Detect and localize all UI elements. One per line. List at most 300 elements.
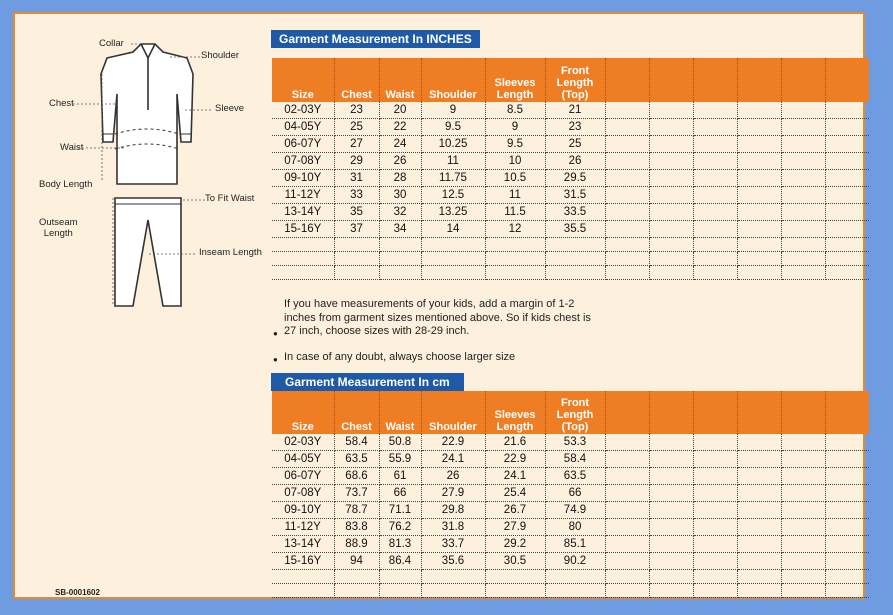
value-cell: 33.7	[421, 536, 485, 553]
chest-label: Chest	[49, 98, 74, 109]
empty-cell	[693, 519, 737, 536]
size-cell: 07-08Y	[272, 485, 334, 502]
empty-cell	[781, 136, 825, 153]
empty-header-cell	[649, 58, 693, 102]
empty-header-cell	[693, 391, 737, 434]
empty-cell	[737, 536, 781, 553]
empty-cell	[649, 170, 693, 187]
bullet-icon: ●	[273, 329, 278, 338]
value-cell: 61	[379, 468, 421, 485]
column-header: Size	[272, 58, 334, 102]
empty-cell	[737, 153, 781, 170]
size-cell: 13-14Y	[272, 204, 334, 221]
empty-row	[272, 252, 869, 266]
value-cell: 74.9	[545, 502, 605, 519]
empty-cell	[379, 266, 421, 280]
empty-cell	[649, 266, 693, 280]
empty-cell	[334, 584, 379, 598]
empty-cell	[781, 221, 825, 238]
value-cell: 26	[545, 153, 605, 170]
value-cell: 24.1	[485, 468, 545, 485]
empty-cell	[649, 136, 693, 153]
empty-cell	[421, 238, 485, 252]
empty-cell	[421, 570, 485, 584]
empty-cell	[693, 170, 737, 187]
size-cell: 11-12Y	[272, 519, 334, 536]
empty-header-cell	[605, 391, 649, 434]
value-cell: 81.3	[379, 536, 421, 553]
value-cell: 55.9	[379, 451, 421, 468]
value-cell: 85.1	[545, 536, 605, 553]
empty-cell	[485, 252, 545, 266]
empty-cell	[693, 502, 737, 519]
size-cell: 11-12Y	[272, 187, 334, 204]
empty-cell	[693, 584, 737, 598]
empty-cell	[485, 266, 545, 280]
empty-cell	[605, 485, 649, 502]
value-cell: 31.5	[545, 187, 605, 204]
size-cell: 04-05Y	[272, 451, 334, 468]
size-cell: 04-05Y	[272, 119, 334, 136]
empty-cell	[649, 584, 693, 598]
table-row	[272, 451, 869, 468]
value-cell: 11.75	[421, 170, 485, 187]
empty-cell	[605, 266, 649, 280]
empty-cell	[781, 502, 825, 519]
empty-cell	[737, 266, 781, 280]
value-cell: 11	[485, 187, 545, 204]
outseam-length-label: Outseam Length	[39, 217, 78, 239]
empty-cell	[649, 204, 693, 221]
value-cell: 10.25	[421, 136, 485, 153]
empty-cell	[379, 570, 421, 584]
empty-cell	[781, 187, 825, 204]
empty-cell	[649, 434, 693, 451]
value-cell: 29	[334, 153, 379, 170]
empty-cell	[649, 485, 693, 502]
empty-cell	[693, 553, 737, 570]
empty-cell	[737, 502, 781, 519]
empty-cell	[825, 485, 869, 502]
value-cell: 27.9	[485, 519, 545, 536]
empty-cell	[737, 119, 781, 136]
empty-cell	[825, 252, 869, 266]
empty-cell	[605, 434, 649, 451]
empty-cell	[781, 266, 825, 280]
value-cell: 76.2	[379, 519, 421, 536]
empty-cell	[379, 584, 421, 598]
empty-cell	[334, 252, 379, 266]
empty-cell	[737, 485, 781, 502]
empty-cell	[421, 266, 485, 280]
note-margin	[272, 298, 602, 339]
empty-cell	[649, 187, 693, 204]
empty-cell	[649, 238, 693, 252]
empty-cell	[693, 238, 737, 252]
note-text: In case of any doubt, always choose larger size	[284, 350, 516, 363]
value-cell: 33	[334, 187, 379, 204]
value-cell: 80	[545, 519, 605, 536]
empty-cell	[605, 153, 649, 170]
column-header: Front Length (Top)	[545, 58, 605, 102]
value-cell: 11.5	[485, 204, 545, 221]
empty-cell	[693, 204, 737, 221]
table-row	[272, 119, 869, 136]
empty-cell	[781, 485, 825, 502]
empty-cell	[781, 153, 825, 170]
empty-cell	[781, 584, 825, 598]
empty-cell	[781, 102, 825, 119]
table-row	[272, 170, 869, 187]
inches-table-title: Garment Measurement In INCHES	[271, 30, 480, 48]
value-cell: 23	[545, 119, 605, 136]
value-cell: 22	[379, 119, 421, 136]
empty-cell	[272, 570, 334, 584]
empty-cell	[693, 570, 737, 584]
inches-size-table	[272, 58, 869, 280]
table-row	[272, 468, 869, 485]
empty-cell	[737, 238, 781, 252]
empty-cell	[693, 536, 737, 553]
empty-cell	[825, 553, 869, 570]
column-header: Chest	[334, 391, 379, 434]
value-cell: 23	[334, 102, 379, 119]
empty-cell	[825, 451, 869, 468]
empty-cell	[605, 519, 649, 536]
empty-cell	[605, 502, 649, 519]
value-cell: 63.5	[334, 451, 379, 468]
table-row	[272, 221, 869, 238]
empty-cell	[379, 252, 421, 266]
value-cell: 73.7	[334, 485, 379, 502]
value-cell: 9	[421, 102, 485, 119]
value-cell: 35	[334, 204, 379, 221]
sku-code: SB-0001602	[55, 588, 100, 597]
empty-cell	[781, 468, 825, 485]
empty-cell	[737, 519, 781, 536]
empty-cell	[649, 119, 693, 136]
value-cell: 12.5	[421, 187, 485, 204]
empty-cell	[334, 266, 379, 280]
empty-cell	[825, 221, 869, 238]
empty-cell	[693, 485, 737, 502]
value-cell: 86.4	[379, 553, 421, 570]
empty-cell	[825, 468, 869, 485]
empty-cell	[737, 434, 781, 451]
column-header: Waist	[379, 391, 421, 434]
empty-cell	[781, 553, 825, 570]
empty-cell	[825, 170, 869, 187]
empty-cell	[649, 451, 693, 468]
empty-cell	[693, 221, 737, 238]
empty-cell	[737, 468, 781, 485]
value-cell: 27	[334, 136, 379, 153]
size-notes	[272, 298, 602, 364]
empty-cell	[649, 102, 693, 119]
empty-cell	[693, 451, 737, 468]
empty-cell	[693, 153, 737, 170]
empty-cell	[737, 252, 781, 266]
empty-cell	[605, 119, 649, 136]
empty-cell	[693, 187, 737, 204]
empty-cell	[825, 238, 869, 252]
value-cell: 29.8	[421, 502, 485, 519]
size-cell: 02-03Y	[272, 434, 334, 451]
empty-cell	[781, 536, 825, 553]
empty-cell	[693, 119, 737, 136]
value-cell: 35.6	[421, 553, 485, 570]
empty-cell	[825, 102, 869, 119]
value-cell: 68.6	[334, 468, 379, 485]
empty-cell	[421, 584, 485, 598]
waist-label: Waist	[60, 142, 84, 153]
value-cell: 35.5	[545, 221, 605, 238]
empty-cell	[781, 238, 825, 252]
empty-cell	[825, 204, 869, 221]
value-cell: 33.5	[545, 204, 605, 221]
empty-cell	[649, 519, 693, 536]
empty-header-cell	[605, 58, 649, 102]
value-cell: 14	[421, 221, 485, 238]
size-cell: 06-07Y	[272, 468, 334, 485]
value-cell: 66	[545, 485, 605, 502]
column-header: Shoulder	[421, 58, 485, 102]
empty-cell	[649, 536, 693, 553]
empty-cell	[781, 434, 825, 451]
empty-cell	[605, 136, 649, 153]
empty-header-cell	[737, 58, 781, 102]
size-cell: 15-16Y	[272, 553, 334, 570]
table-row	[272, 102, 869, 119]
inseam-length-label: Inseam Length	[199, 247, 262, 258]
empty-cell	[605, 553, 649, 570]
empty-cell	[605, 468, 649, 485]
empty-cell	[737, 553, 781, 570]
empty-cell	[825, 536, 869, 553]
empty-cell	[781, 170, 825, 187]
empty-cell	[737, 187, 781, 204]
empty-cell	[825, 434, 869, 451]
value-cell: 25.4	[485, 485, 545, 502]
empty-header-cell	[649, 391, 693, 434]
value-cell: 9	[485, 119, 545, 136]
empty-cell	[605, 238, 649, 252]
empty-cell	[781, 119, 825, 136]
empty-cell	[272, 584, 334, 598]
empty-cell	[693, 102, 737, 119]
empty-header-cell	[825, 58, 869, 102]
empty-cell	[737, 570, 781, 584]
empty-cell	[605, 584, 649, 598]
empty-header-cell	[825, 391, 869, 434]
value-cell: 31	[334, 170, 379, 187]
value-cell: 9.5	[421, 119, 485, 136]
value-cell: 94	[334, 553, 379, 570]
empty-cell	[737, 221, 781, 238]
value-cell: 21.6	[485, 434, 545, 451]
empty-cell	[781, 451, 825, 468]
value-cell: 25	[334, 119, 379, 136]
empty-cell	[379, 238, 421, 252]
size-cell: 13-14Y	[272, 536, 334, 553]
table-row	[272, 153, 869, 170]
value-cell: 71.1	[379, 502, 421, 519]
empty-cell	[649, 252, 693, 266]
value-cell: 37	[334, 221, 379, 238]
empty-cell	[272, 238, 334, 252]
value-cell: 63.5	[545, 468, 605, 485]
empty-cell	[485, 238, 545, 252]
empty-cell	[781, 204, 825, 221]
column-header: Shoulder	[421, 391, 485, 434]
empty-cell	[485, 570, 545, 584]
value-cell: 24	[379, 136, 421, 153]
empty-cell	[693, 434, 737, 451]
empty-cell	[825, 136, 869, 153]
value-cell: 28	[379, 170, 421, 187]
empty-cell	[825, 266, 869, 280]
size-cell: 09-10Y	[272, 502, 334, 519]
column-header: Sleeves Length	[485, 58, 545, 102]
table-row	[272, 187, 869, 204]
empty-cell	[737, 102, 781, 119]
table-row	[272, 553, 869, 570]
empty-cell	[825, 570, 869, 584]
value-cell: 66	[379, 485, 421, 502]
value-cell: 11	[421, 153, 485, 170]
value-cell: 10.5	[485, 170, 545, 187]
value-cell: 30.5	[485, 553, 545, 570]
value-cell: 20	[379, 102, 421, 119]
empty-cell	[781, 519, 825, 536]
empty-cell	[825, 519, 869, 536]
kurta-pajama-illustration	[15, 14, 285, 334]
value-cell: 26	[379, 153, 421, 170]
empty-cell	[545, 570, 605, 584]
empty-cell	[649, 153, 693, 170]
empty-cell	[737, 451, 781, 468]
empty-cell	[605, 570, 649, 584]
column-header: Chest	[334, 58, 379, 102]
empty-cell	[605, 204, 649, 221]
value-cell: 53.3	[545, 434, 605, 451]
empty-cell	[605, 536, 649, 553]
empty-cell	[605, 221, 649, 238]
empty-cell	[781, 252, 825, 266]
size-cell: 15-16Y	[272, 221, 334, 238]
value-cell: 58.4	[545, 451, 605, 468]
column-header: Waist	[379, 58, 421, 102]
empty-cell	[605, 102, 649, 119]
value-cell: 90.2	[545, 553, 605, 570]
sleeve-label: Sleeve	[215, 103, 245, 114]
empty-cell	[605, 170, 649, 187]
empty-header-cell	[781, 58, 825, 102]
value-cell: 26	[421, 468, 485, 485]
value-cell: 26.7	[485, 502, 545, 519]
note-text: If you have measurements of your kids, add a margin of 1-2 inches from garment sizes mentioned above. So if kids chest is 27 inch, choose sizes with 28-29 inch.	[284, 298, 591, 337]
cm-table-title: Garment Measurement In cm	[271, 373, 464, 391]
note-larger-size	[272, 351, 602, 365]
empty-cell	[825, 153, 869, 170]
table-row	[272, 434, 869, 451]
empty-cell	[545, 584, 605, 598]
empty-cell	[605, 252, 649, 266]
empty-cell	[737, 170, 781, 187]
table-row	[272, 536, 869, 553]
empty-cell	[649, 502, 693, 519]
empty-cell	[334, 570, 379, 584]
empty-cell	[737, 136, 781, 153]
empty-cell	[421, 252, 485, 266]
table-row	[272, 502, 869, 519]
value-cell: 29.2	[485, 536, 545, 553]
size-cell: 06-07Y	[272, 136, 334, 153]
table-row	[272, 136, 869, 153]
empty-cell	[545, 266, 605, 280]
table-row	[272, 204, 869, 221]
value-cell: 22.9	[421, 434, 485, 451]
empty-cell	[737, 204, 781, 221]
table-row	[272, 485, 869, 502]
cm-size-table	[272, 391, 869, 598]
value-cell: 13.25	[421, 204, 485, 221]
empty-row	[272, 238, 869, 252]
table-row	[272, 519, 869, 536]
value-cell: 58.4	[334, 434, 379, 451]
empty-cell	[825, 502, 869, 519]
empty-cell	[693, 468, 737, 485]
body-length-label: Body Length	[39, 179, 93, 190]
empty-cell	[545, 252, 605, 266]
empty-header-cell	[737, 391, 781, 434]
bullet-icon: ●	[273, 354, 278, 364]
column-header: Front Length (Top)	[545, 391, 605, 434]
empty-cell	[272, 252, 334, 266]
value-cell: 24.1	[421, 451, 485, 468]
size-cell: 09-10Y	[272, 170, 334, 187]
value-cell: 27.9	[421, 485, 485, 502]
value-cell: 31.8	[421, 519, 485, 536]
empty-cell	[485, 584, 545, 598]
empty-cell	[605, 451, 649, 468]
empty-cell	[825, 187, 869, 204]
garment-diagram	[15, 14, 285, 334]
value-cell: 29.5	[545, 170, 605, 187]
empty-cell	[649, 468, 693, 485]
value-cell: 32	[379, 204, 421, 221]
size-cell: 02-03Y	[272, 102, 334, 119]
empty-cell	[334, 238, 379, 252]
value-cell: 30	[379, 187, 421, 204]
empty-cell	[781, 570, 825, 584]
empty-row	[272, 570, 869, 584]
value-cell: 78.7	[334, 502, 379, 519]
empty-cell	[737, 584, 781, 598]
value-cell: 21	[545, 102, 605, 119]
empty-cell	[545, 238, 605, 252]
empty-cell	[825, 584, 869, 598]
value-cell: 50.8	[379, 434, 421, 451]
column-header: Size	[272, 391, 334, 434]
empty-cell	[649, 221, 693, 238]
collar-label: Collar	[99, 38, 124, 49]
shoulder-label: Shoulder	[201, 50, 240, 61]
empty-cell	[649, 570, 693, 584]
value-cell: 88.9	[334, 536, 379, 553]
empty-cell	[693, 266, 737, 280]
empty-cell	[693, 252, 737, 266]
